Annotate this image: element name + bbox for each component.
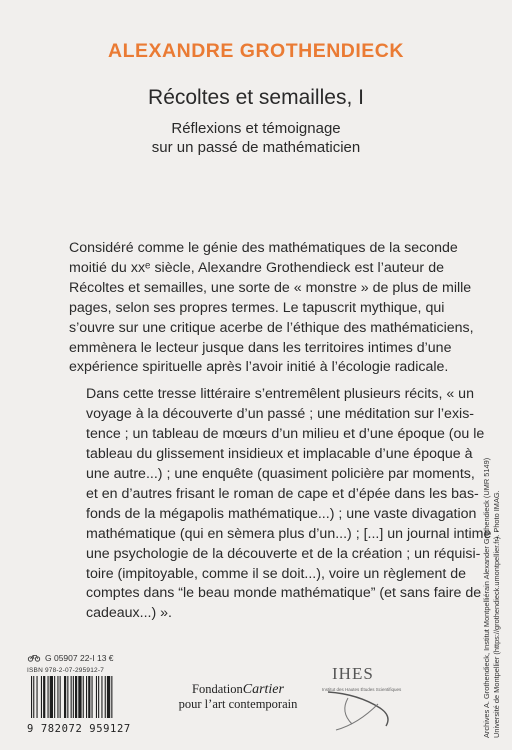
isbn: ISBN 978-2-07-295912-7 <box>27 667 105 674</box>
blurb-line: Dans cette tresse littéraire s’entremêlent plusieurs récits, « un <box>86 386 474 403</box>
barcode-bar <box>57 676 58 718</box>
blurb-line: pages, selon ses propres termes. Le tapuscrit mythique, qui <box>69 299 445 316</box>
barcode-bar <box>105 676 106 718</box>
barcode-bar <box>73 676 74 718</box>
barcode-bar <box>67 676 68 718</box>
barcode-bar <box>78 676 81 718</box>
blurb-line: Considéré comme le génie des mathématiques de la seconde <box>69 240 458 256</box>
blurb-line: emmènera le lecteur jusque dans les territoires intimes d’une <box>69 339 452 356</box>
subtitle-line: Réflexions et témoignage <box>171 120 341 137</box>
barcode-bar <box>50 676 53 718</box>
fondation-word: Fondation <box>192 682 243 696</box>
barcode-bar <box>83 676 84 718</box>
barcode-bar <box>88 676 90 718</box>
subtitle-line: sur un passé de mathématicien <box>151 138 361 156</box>
barcode-block <box>27 653 145 735</box>
blurb-line: une autre...) ; une enquête (quasiment policière par moments, <box>86 465 475 482</box>
blurb-line: toire (impitoyable, comme il se doit...), voire un règlement de <box>86 565 467 582</box>
blurb-line: Récoltes et semailles, une sorte de « monstre » de plus de mille <box>69 279 472 296</box>
barcode-bar <box>98 676 99 718</box>
barcode-bar <box>107 676 110 718</box>
barcode-bar <box>43 676 45 718</box>
barcode-bar <box>92 676 93 718</box>
barcode-bar <box>75 676 77 718</box>
blurb-line: cadeaux...) ». <box>86 605 172 622</box>
credit-line: Archives A. Grothendieck, Institut Montpelliérain Alexander Grothendieck (UMR 5149) <box>482 457 491 738</box>
fondation-cartier-logo <box>178 682 298 711</box>
barcode-bar <box>71 676 72 718</box>
barcode-bar <box>96 676 97 718</box>
blurb-line: mathématique (qui en sèmera plus d’un...) ; [...] un journal intime ; <box>86 525 500 542</box>
price-code: G 05907 22-I 13 € <box>45 653 114 663</box>
blurb-line: moitié du xxᵉ siècle, Alexandre Grothendieck est l’auteur de <box>69 259 444 276</box>
blurb-paragraph-1 <box>69 239 474 378</box>
fondation-line-1 <box>178 682 298 697</box>
ihes-name: IHES <box>332 664 374 683</box>
barcode-bar <box>48 676 49 718</box>
barcode-bars <box>27 676 145 718</box>
ihes-subtitle: Institut des Hautes Études Scientifiques <box>322 687 402 692</box>
price-line <box>27 653 145 663</box>
blurb-line: voyage à la découverte d’un passé ; une méditation sur l’exis- <box>86 406 475 423</box>
barcode-bar <box>60 676 61 718</box>
author-name: ALEXANDRE GROTHENDIECK <box>108 40 404 62</box>
blurb-line: une psychologie de la découverte et de la création ; un réquisi- <box>86 545 481 562</box>
cartier-word: Cartier <box>242 682 284 697</box>
barcode-bar <box>86 676 87 718</box>
barcode-bar <box>54 676 55 718</box>
barcode-bar <box>37 676 38 718</box>
book-subtitle <box>0 120 512 157</box>
ihes-logo <box>318 664 418 736</box>
blurb-line: fonds de la mégapolis mathématique...) ; une vaste divagation <box>86 505 477 522</box>
blurb-line: tence ; un tableau de mœurs d’un milieu et d’une époque (ou le <box>86 426 485 443</box>
blurb-line: tableau du glissement insidieux et implacable d’une époque à <box>86 446 473 463</box>
blurb-line: s’ouvre sur une critique acerbe de l’éthique des mathématiciens, <box>69 319 474 336</box>
barcode-bar <box>41 676 42 718</box>
fondation-line-2: pour l’art contemporain <box>178 697 298 711</box>
blurb-line: comptes dans “le beau monde mathématique” (et sans faire de <box>86 585 482 602</box>
gallimard-logo-icon <box>27 654 41 662</box>
credit-line: Université de Montpellier (https://grothendieck.umontpellier.fr). Photo IMAG. <box>492 490 502 738</box>
blurb-line: et en d’autres frisant le roman de cape et d’épée dans les bas- <box>86 485 479 502</box>
barcode-bar <box>101 676 102 718</box>
barcode-bar <box>111 676 112 718</box>
blurb-line: expérience spirituelle après l’avoir initié à l’écologie radicale. <box>69 359 449 376</box>
barcode-bar <box>64 676 66 718</box>
barcode-bar <box>33 676 34 718</box>
photo-credit <box>482 458 503 738</box>
book-title: Récoltes et semailles, I <box>148 86 364 109</box>
barcode-digits: 9 782072 959127 <box>27 723 131 735</box>
barcode-bar <box>31 676 32 718</box>
